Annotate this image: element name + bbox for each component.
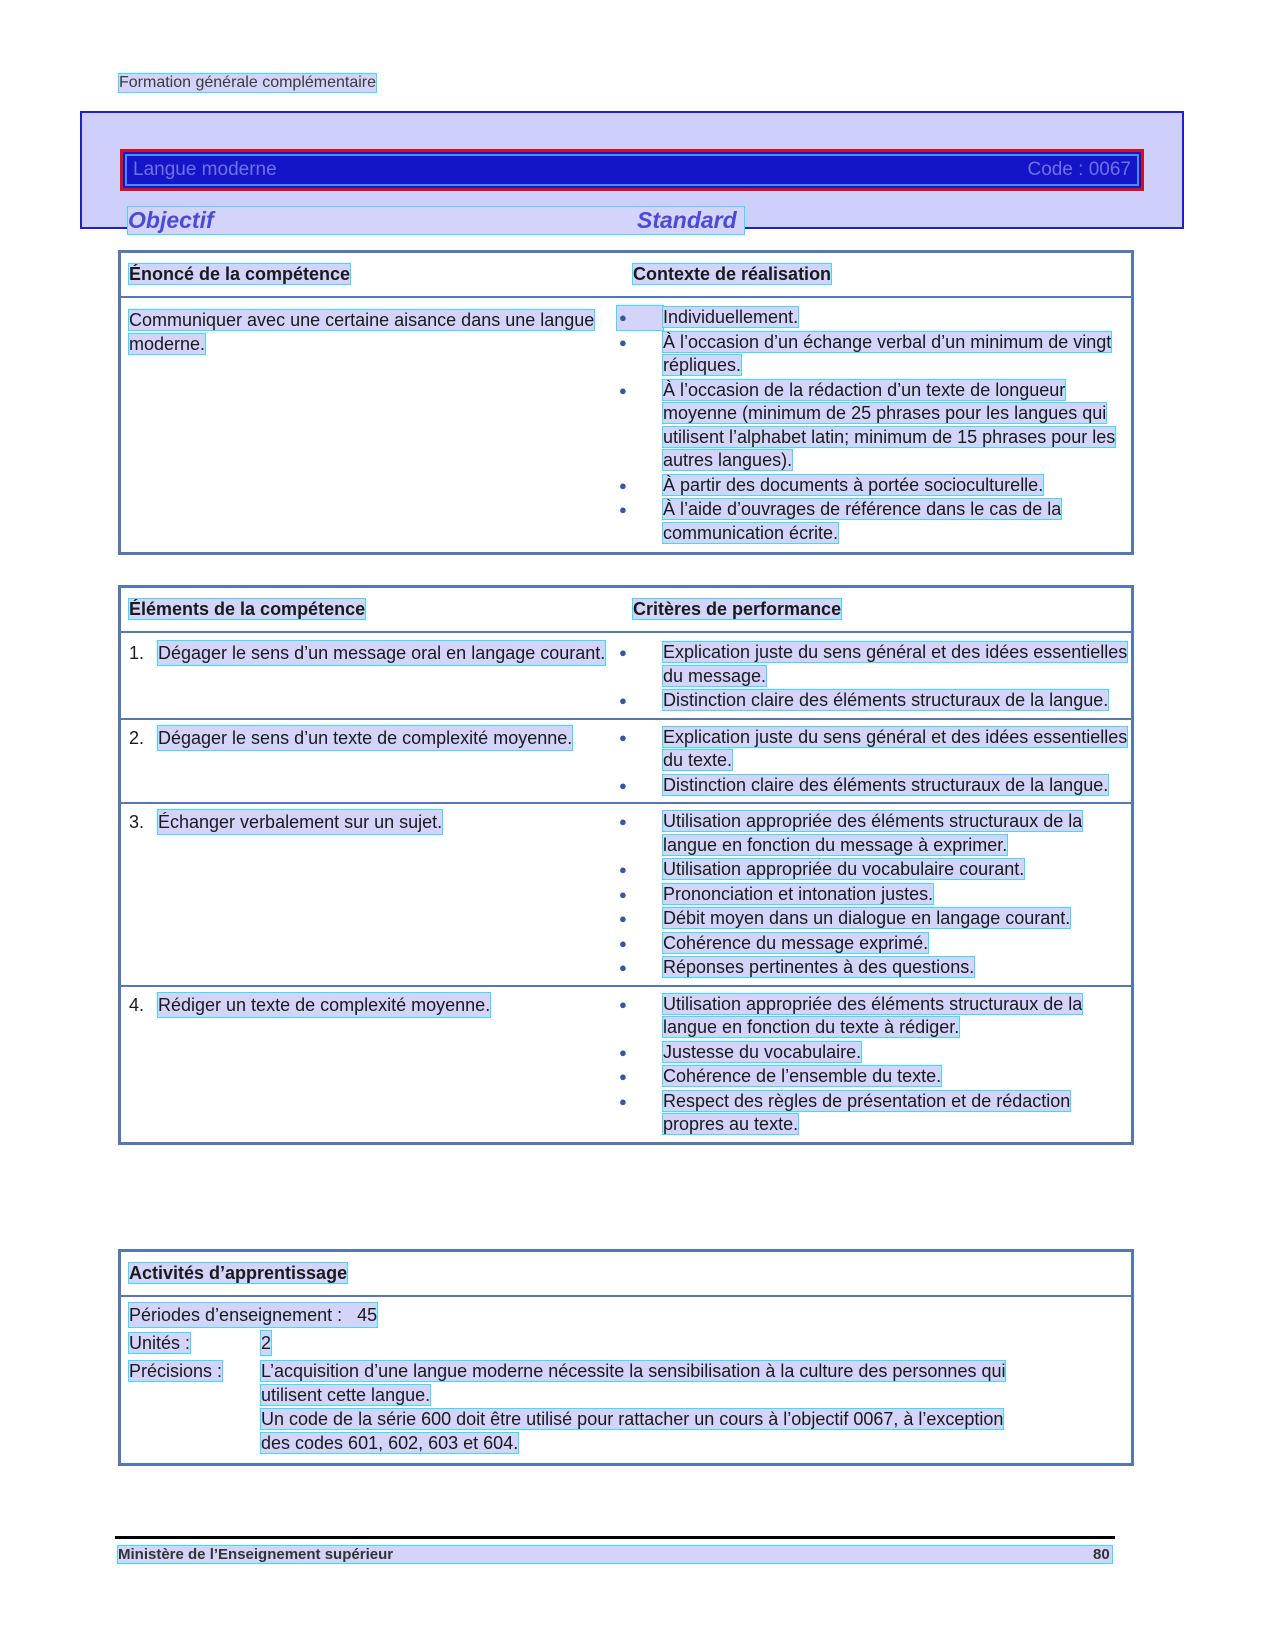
periods-label: Périodes d’enseignement : [129, 1305, 343, 1325]
table-row: 1. Dégager le sens d’un message oral en langage courant. ● Explication juste du sens général et des idées essentielles du message. ● Distinction claire des éléments structuraux de la langue. [121, 631, 1131, 718]
bullet-icon: ● [619, 996, 627, 1012]
list-item: ● À partir des documents à portée socioculturelle. [617, 474, 1131, 498]
bullet-icon: ● [619, 1093, 627, 1109]
precision-text: L’acquisition d’une langue moderne nécessite la sensibilisation à la culture des personnes qui utilisent cette langue. [261, 1361, 1006, 1405]
bullet-icon: ● [619, 645, 627, 660]
list-item: ● Individuellement. [617, 306, 1131, 330]
context-list [617, 306, 1131, 545]
list-item: ● Explication juste du sens général et des idées essentielles du message. [617, 641, 1131, 688]
bullet-icon: ● [619, 960, 627, 975]
criteria-header: Critères de performance [633, 599, 842, 619]
bullet-icon: ● [619, 382, 627, 398]
list-item: ● À l’occasion de la rédaction d’un texte de longueur moyenne (minimum de 25 phrases pour les langues qui utilisent l’alphabet latin; minimum de 15 phrases pour les autres langues). [617, 379, 1131, 473]
bullet-icon: ● [619, 814, 627, 829]
bullet-icon: ● [619, 477, 627, 493]
bullet-icon: ● [619, 935, 627, 951]
table-row: 3. Échanger verbalement sur un sujet. ● Utilisation appropriée des éléments structuraux de la langue en fonction du message à exprimer. ● Utilisation appropriée du vocabulaire courant. ● Prononciation et intonation justes. ● Débit moyen dans un dialogue en langage courant. ● Cohérence du message exprimé. ● Réponses pertinentes à des questions. [121, 802, 1131, 985]
table-row: 2. Dégager le sens d’un texte de complexité moyenne. ● Explication juste du sens général et des idées essentielles du texte. ● Distinction claire des éléments structuraux de la langue. [121, 718, 1131, 803]
list-item: ● Distinction claire des éléments structuraux de la langue. [617, 774, 1131, 798]
bullet-icon: ● [619, 693, 627, 708]
objectif-label: Objectif [128, 207, 744, 234]
list-item: ● Utilisation appropriée des éléments structuraux de la langue en fonction du message à exprimer. [617, 810, 1131, 857]
course-code: Code : 0067 [1027, 159, 1131, 180]
list-item: ● Distinction claire des éléments structuraux de la langue. [617, 689, 1131, 713]
activities-header: Activités d’apprentissage [129, 1263, 348, 1283]
standard-label: Standard [637, 207, 737, 233]
bullet-icon: ● [619, 886, 627, 902]
footer-divider [115, 1536, 1115, 1539]
course-title: Langue moderne [133, 159, 277, 180]
list-item: ● Justesse du vocabulaire. [617, 1041, 1131, 1065]
list-item: ● Utilisation appropriée des éléments structuraux de la langue en fonction du texte à rédiger. [617, 993, 1131, 1040]
competence-header: Énoncé de la compétence [129, 264, 351, 284]
table-row: 4. Rédiger un texte de complexité moyenne. ● Utilisation appropriée des éléments structuraux de la langue en fonction du texte à rédiger. ● Justesse du vocabulaire. ● Cohérence de l’ensemble du texte. ● Respect des règles de présentation et de rédaction propres au texte. [121, 985, 1131, 1142]
bullet-icon: ● [619, 862, 627, 877]
list-item: ● Cohérence de l’ensemble du texte. [617, 1065, 1131, 1089]
page-number: 80 [1093, 1546, 1110, 1563]
bullet-icon: ● [619, 1044, 627, 1060]
program-header: Formation générale complémentaire [119, 74, 377, 91]
bullet-icon: ● [619, 777, 627, 793]
list-item: ● Cohérence du message exprimé. [617, 932, 1131, 956]
activities-table [118, 1249, 1134, 1466]
list-item: ● Prononciation et intonation justes. [617, 883, 1131, 907]
title-bar [120, 149, 1144, 191]
units-value: 2 [261, 1333, 272, 1353]
bullet-icon: ● [619, 502, 627, 517]
periods-value: 45 [357, 1305, 378, 1325]
context-header: Contexte de réalisation [633, 264, 832, 284]
footer-ministry: Ministère de l’Enseignement supérieur [118, 1546, 1112, 1563]
list-item: ● Débit moyen dans un dialogue en langage courant. [617, 907, 1131, 931]
list-item: ● Respect des règles de présentation et de rédaction propres au texte. [617, 1090, 1131, 1137]
bullet-icon: ● [619, 729, 627, 745]
bullet-icon: ● [619, 1069, 627, 1084]
list-item: ● Explication juste du sens général et des idées essentielles du texte. [617, 726, 1131, 773]
list-item: ● Réponses pertinentes à des questions. [617, 956, 1131, 980]
elements-header: Éléments de la compétence [129, 599, 366, 619]
competence-statement: Communiquer avec une certaine aisance dans une langue moderne. [129, 310, 595, 354]
list-item: ● Utilisation appropriée du vocabulaire courant. [617, 858, 1131, 882]
precisions-label: Précisions : [129, 1361, 223, 1381]
list-item: ● À l’aide d’ouvrages de référence dans le cas de la communication écrite. [617, 498, 1131, 545]
units-label: Unités : [129, 1333, 191, 1353]
list-item: ● À l’occasion d’un échange verbal d’un minimum de vingt répliques. [617, 331, 1131, 378]
bullet-icon: ● [619, 911, 627, 926]
competence-table [118, 250, 1134, 555]
elements-table [118, 585, 1134, 1145]
bullet-icon: ● [619, 334, 627, 350]
precision-text: Un code de la série 600 doit être utilisé pour rattacher un cours à l’objectif 0067, à l’exception des codes 601, 602, 603 et 604. [261, 1409, 1004, 1453]
bullet-icon: ● [617, 306, 663, 330]
